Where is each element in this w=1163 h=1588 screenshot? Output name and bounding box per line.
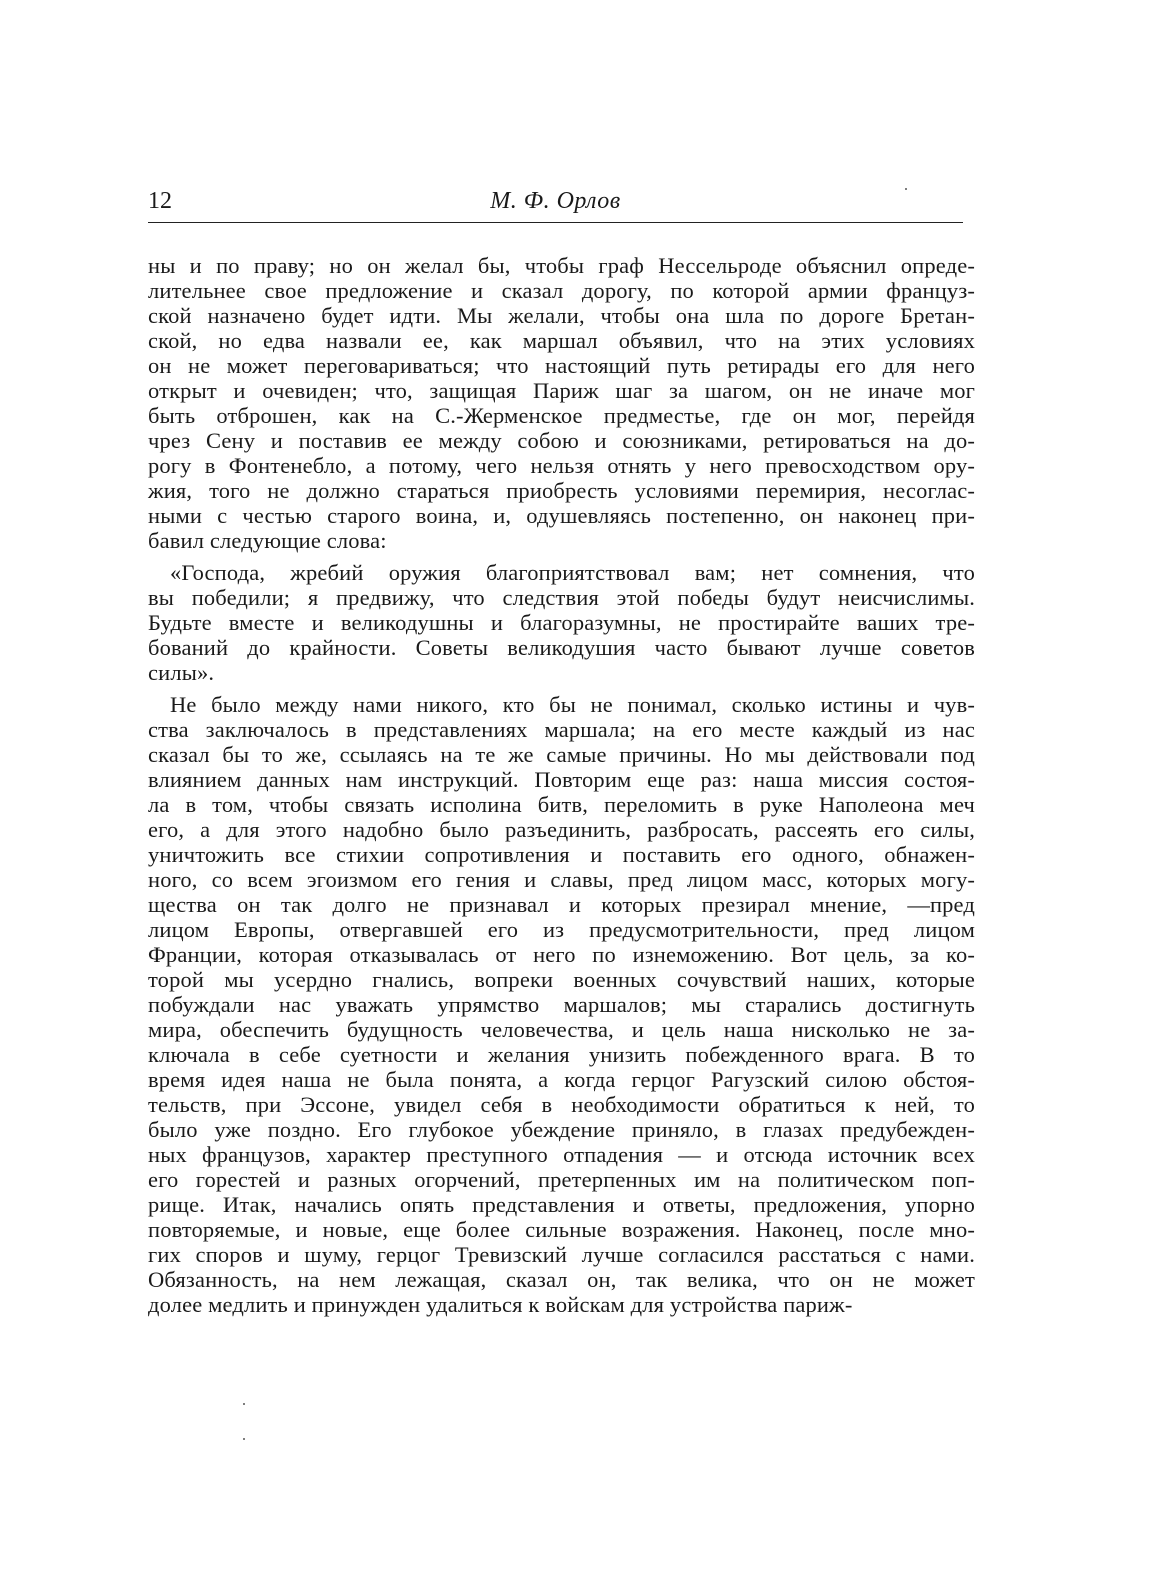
text-line: Будьте вместе и великодушны и благоразумны, не простирайте ваших тре- [148,610,975,635]
text-line: ства заключалось в представлениях маршала; на его месте каждый из нас [148,717,975,742]
text-line: было уже поздно. Его глубокое убеждение приняло, в глазах предубежден- [148,1117,975,1142]
text-line: Франции, которая отказывалась от него по изнеможению. Вот цель, за ко- [148,942,975,967]
text-line: ных французов, характер преступного отпадения — и отсюда источник всех [148,1142,975,1167]
text-line: «Господа, жребий оружия благоприятствовал вам; нет сомнения, что [170,560,975,585]
text-line: гих споров и шуму, герцог Тревизский лучше согласился расстаться с нами. [148,1242,975,1267]
text-line: лительнее свое предложение и сказал дорогу, по которой армии француз- [148,278,975,303]
text-line: мира, обеспечить будущность человечества, и цель наша нисколько не за- [148,1017,975,1042]
text-line: рище. Итак, начались опять представления и ответы, предложения, упорно [148,1192,975,1217]
body-text [148,253,975,1317]
scan-speck [243,1438,245,1440]
text-line: ской назначено будет идти. Мы желали, чтобы она шла по дороге Бретан- [148,303,975,328]
text-line: Обязанность, на нем лежащая, сказал он, так велика, что он не может [148,1267,975,1292]
text-line: быть отброшен, как на С.-Жерменское предместье, где он мог, перейдя [148,403,975,428]
scan-speck [905,188,907,190]
text-line: вы победили; я предвижу, что следствия этой победы будут неисчислимы. [148,585,975,610]
paragraph [148,560,975,685]
text-line: ны и по праву; но он желал бы, чтобы граф Нессельроде объяснил опреде- [148,253,975,278]
text-line: его горестей и разных огорчений, претерпенных им на политическом поп- [148,1167,975,1192]
text-line: бавил следующие слова: [148,528,387,553]
text-line: ного, со всем эгоизмом его гения и славы, пред лицом масс, которых могу- [148,867,975,892]
text-line: ской, но едва назвали ее, как маршал объявил, что на этих условиях [148,328,975,353]
text-line: лицом Европы, отвергавшей его из предусмотрительности, пред лицом [148,917,975,942]
paragraph-gap [148,685,975,692]
text-line: ключала в себе суетности и желания унизить побежденного врага. В то [148,1042,975,1067]
text-line: ными с честью старого воина, и, одушевляясь постепенно, он наконец при- [148,503,975,528]
text-line: Не было между нами никого, кто бы не понимал, сколько истины и чув- [170,692,975,717]
text-line: щества он так долго не признавал и которых презирал мнение, —пред [148,892,975,917]
text-line: сказал бы то же, ссылаясь на те же самые причины. Но мы действовали под [148,742,975,767]
text-line: он не может переговариваться; что настоящий путь ретирады его для него [148,353,975,378]
text-line: время идея наша не была понята, а когда герцог Рагузский силою обстоя- [148,1067,975,1092]
text-line: повторяемые, и новые, еще более сильные возражения. Наконец, после мно- [148,1217,975,1242]
paragraph [148,692,975,1317]
running-header [148,186,963,223]
text-line: тельств, при Эссоне, увидел себя в необходимости обратиться к ней, то [148,1092,975,1117]
scan-speck [243,1403,245,1405]
paragraph [148,253,975,553]
text-line: ла в том, чтобы связать исполина битв, переломить в руке Наполеона меч [148,792,975,817]
paragraph-gap [148,553,975,560]
text-line: уничтожить все стихии сопротивления и поставить его одного, обнажен- [148,842,975,867]
text-line: жия, того не должно стараться приобресть условиями перемирия, несоглас- [148,478,975,503]
running-title: М. Ф. Орлов [490,188,621,214]
text-line: бований до крайности. Советы великодушия часто бывают лучше советов [148,635,975,660]
text-line: рогу в Фонтенебло, а потому, чего нельзя отнять у него превосходством ору- [148,453,975,478]
text-line: его, а для этого надобно было разъединить, разбросать, рассеять его силы, [148,817,975,842]
text-line: открыт и очевиден; что, защищая Париж шаг за шагом, он не иначе мог [148,378,975,403]
text-line: долее медлить и принужден удалиться к войскам для устройства париж- [148,1292,853,1317]
text-line: силы». [148,660,215,685]
text-line: побуждали нас уважать упрямство маршалов; мы старались достигнуть [148,992,975,1017]
text-line: влиянием данных нам инструкций. Повторим еще раз: наша миссия состоя- [148,767,975,792]
text-line: торой мы усердно гнались, вопреки военных сочувствий наших, которые [148,967,975,992]
page-number: 12 [148,188,172,214]
text-line: чрез Сену и поставив ее между собою и союзниками, ретироваться на до- [148,428,975,453]
